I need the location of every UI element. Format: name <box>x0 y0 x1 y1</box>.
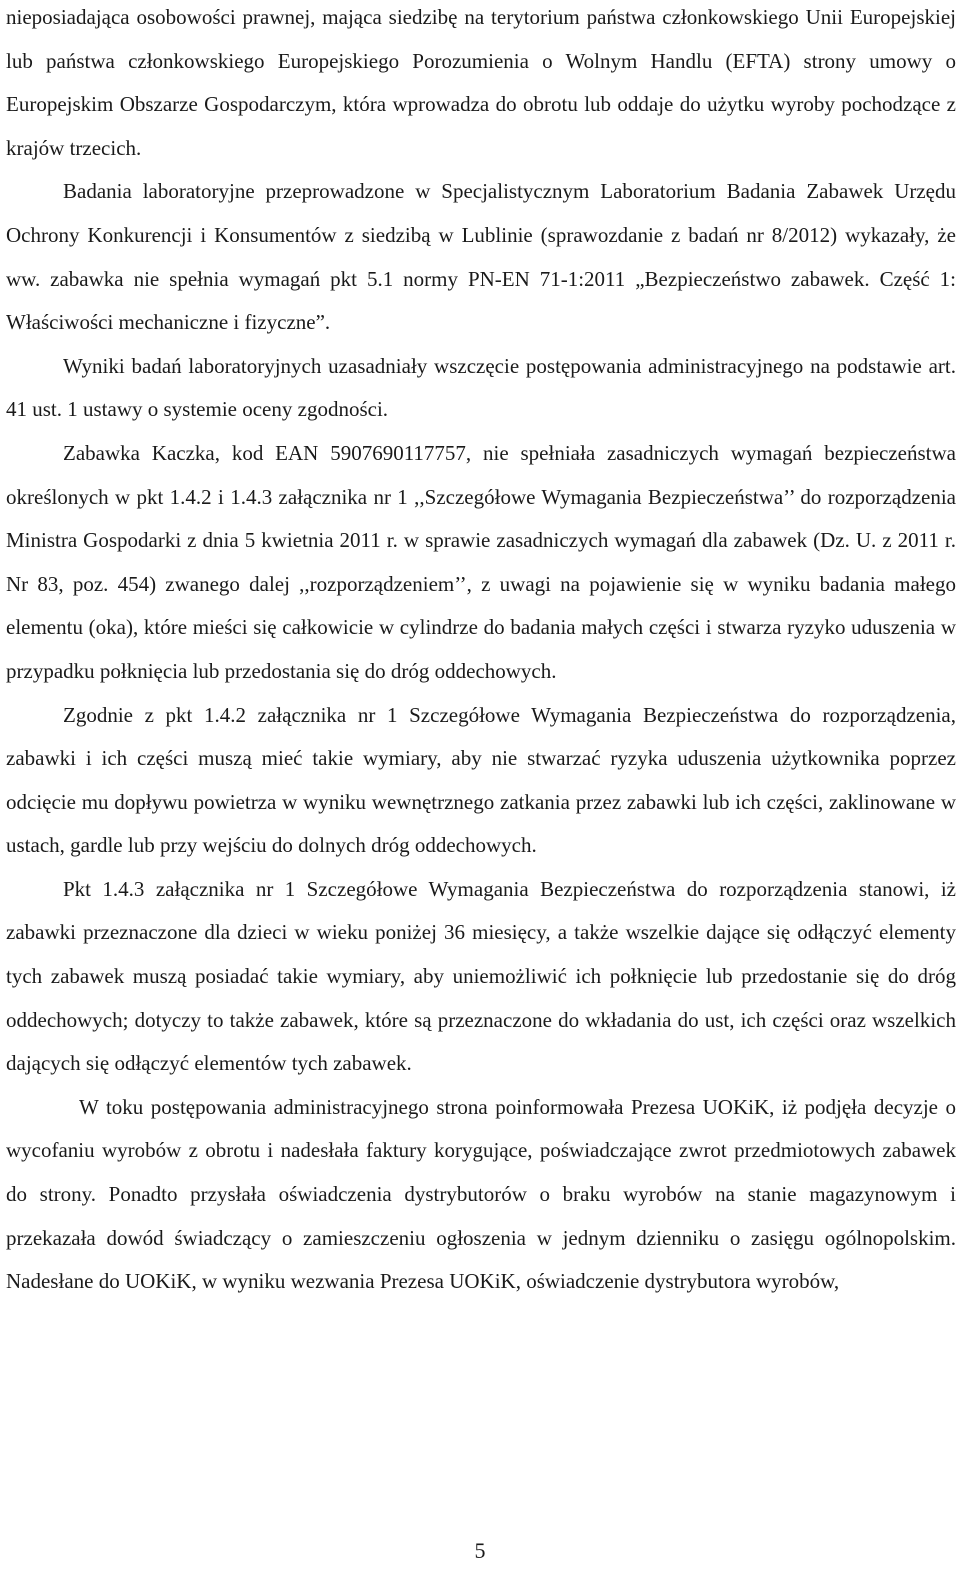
paragraph-lab-tests: Badania laboratoryjne przeprowadzone w Specjalistycznym Laboratorium Badania Zabawek Urzędu Ochrony Konkurencji i Konsumentów z siedzibą w Lublinie (sprawozdanie z badań nr 8/2012) wykazały, że ww. zabawka nie spełnia wymagań pkt 5.1 normy PN-EN 71-1:2011 „Bezpieczeństwo zabawek. Część 1: Właściwości mechaniczne i fizyczne”. <box>6 179 956 335</box>
paragraph-point-1-4-2: Zgodnie z pkt 1.4.2 załącznika nr 1 Szczegółowe Wymagania Bezpieczeństwa do rozporządzenia, zabawki i ich części muszą mieć takie wymiary, aby nie stwarzać ryzyka uduszenia użytkownika poprzez odcięcie mu dopływu powietrza w wyniku wewnętrznego zatkania przez zabawki lub ich części, zaklinowane w ustach, gardle lub przy wejściu do dolnych dróg oddechowych. <box>6 702 956 858</box>
paragraph-proceedings: W toku postępowania administracyjnego strona poinformowała Prezesa UOKiK, iż podjęła decyzje o wycofaniu wyrobów z obrotu i nadesłała faktury korygujące, poświadczające zwrot przedmiotowych zabawek do strony. Ponadto przysłała oświadczenia dystrybutorów o braku wyrobów na stanie magazynowym i przekazała dowód świadczący o zamieszczeniu ogłoszenia w jednym dzienniku o zasięgu ogólnopolskim. Nadesłane do UOKiK, w wyniku wezwania Prezesa UOKiK, oświadczenie dystrybutora wyrobów, <box>6 1094 956 1294</box>
page-number: 5 <box>474 1538 486 1563</box>
paragraph-entity-definition: nieposiadająca osobowości prawnej, mająca siedzibę na terytorium państwa członkowskiego Unii Europejskiej lub państwa członkowskiego Europejskiego Porozumienia o Wolnym Handlu (EFTA) strony umowy o Europejskim Obszarze Gospodarczym, która wprowadza do obrotu lub oddaje do użytku wyroby pochodzące z krajów trzecich. <box>6 5 956 160</box>
paragraph-duck-toy: Zabawka Kaczka, kod EAN 5907690117757, nie spełniała zasadniczych wymagań bezpieczeństwa określonych w pkt 1.4.2 i 1.4.3 załącznika nr 1 ,,Szczegółowe Wymagania Bezpieczeństwa’’ do rozporządzenia Ministra Gospodarki z dnia 5 kwietnia 2011 r. w sprawie zasadniczych wymagań dla zabawek (Dz. U. z 2011 r. Nr 83, poz. 454) zwanego dalej ,,rozporządzeniem’’, z uwagi na pojawienie się w wyniku badania małego elementu (oka), które mieści się całkowicie w cylindrze do badania małych części i stwarza ryzyko uduszenia w przypadku połknięcia lub przedostania się do dróg oddechowych. <box>6 440 956 683</box>
paragraph-test-results: Wyniki badań laboratoryjnych uzasadniały wszczęcie postępowania administracyjnego na podstawie art. 41 ust. 1 ustawy o systemie oceny zgodności. <box>6 353 956 422</box>
document-page <box>6 0 956 1304</box>
paragraph-point-1-4-3: Pkt 1.4.3 załącznika nr 1 Szczegółowe Wymagania Bezpieczeństwa do rozporządzenia stanowi, iż zabawki przeznaczone dla dzieci w wieku poniżej 36 miesięcy, a także wszelkie dające się odłączyć elementy tych zabawek muszą posiadać takie wymiary, aby uniemożliwić ich połknięcie lub przedostanie się do dróg oddechowych; dotyczy to także zabawek, które są przeznaczone do wkładania do ust, ich części oraz wszelkich dających się odłączyć elementów tych zabawek. <box>6 876 956 1076</box>
